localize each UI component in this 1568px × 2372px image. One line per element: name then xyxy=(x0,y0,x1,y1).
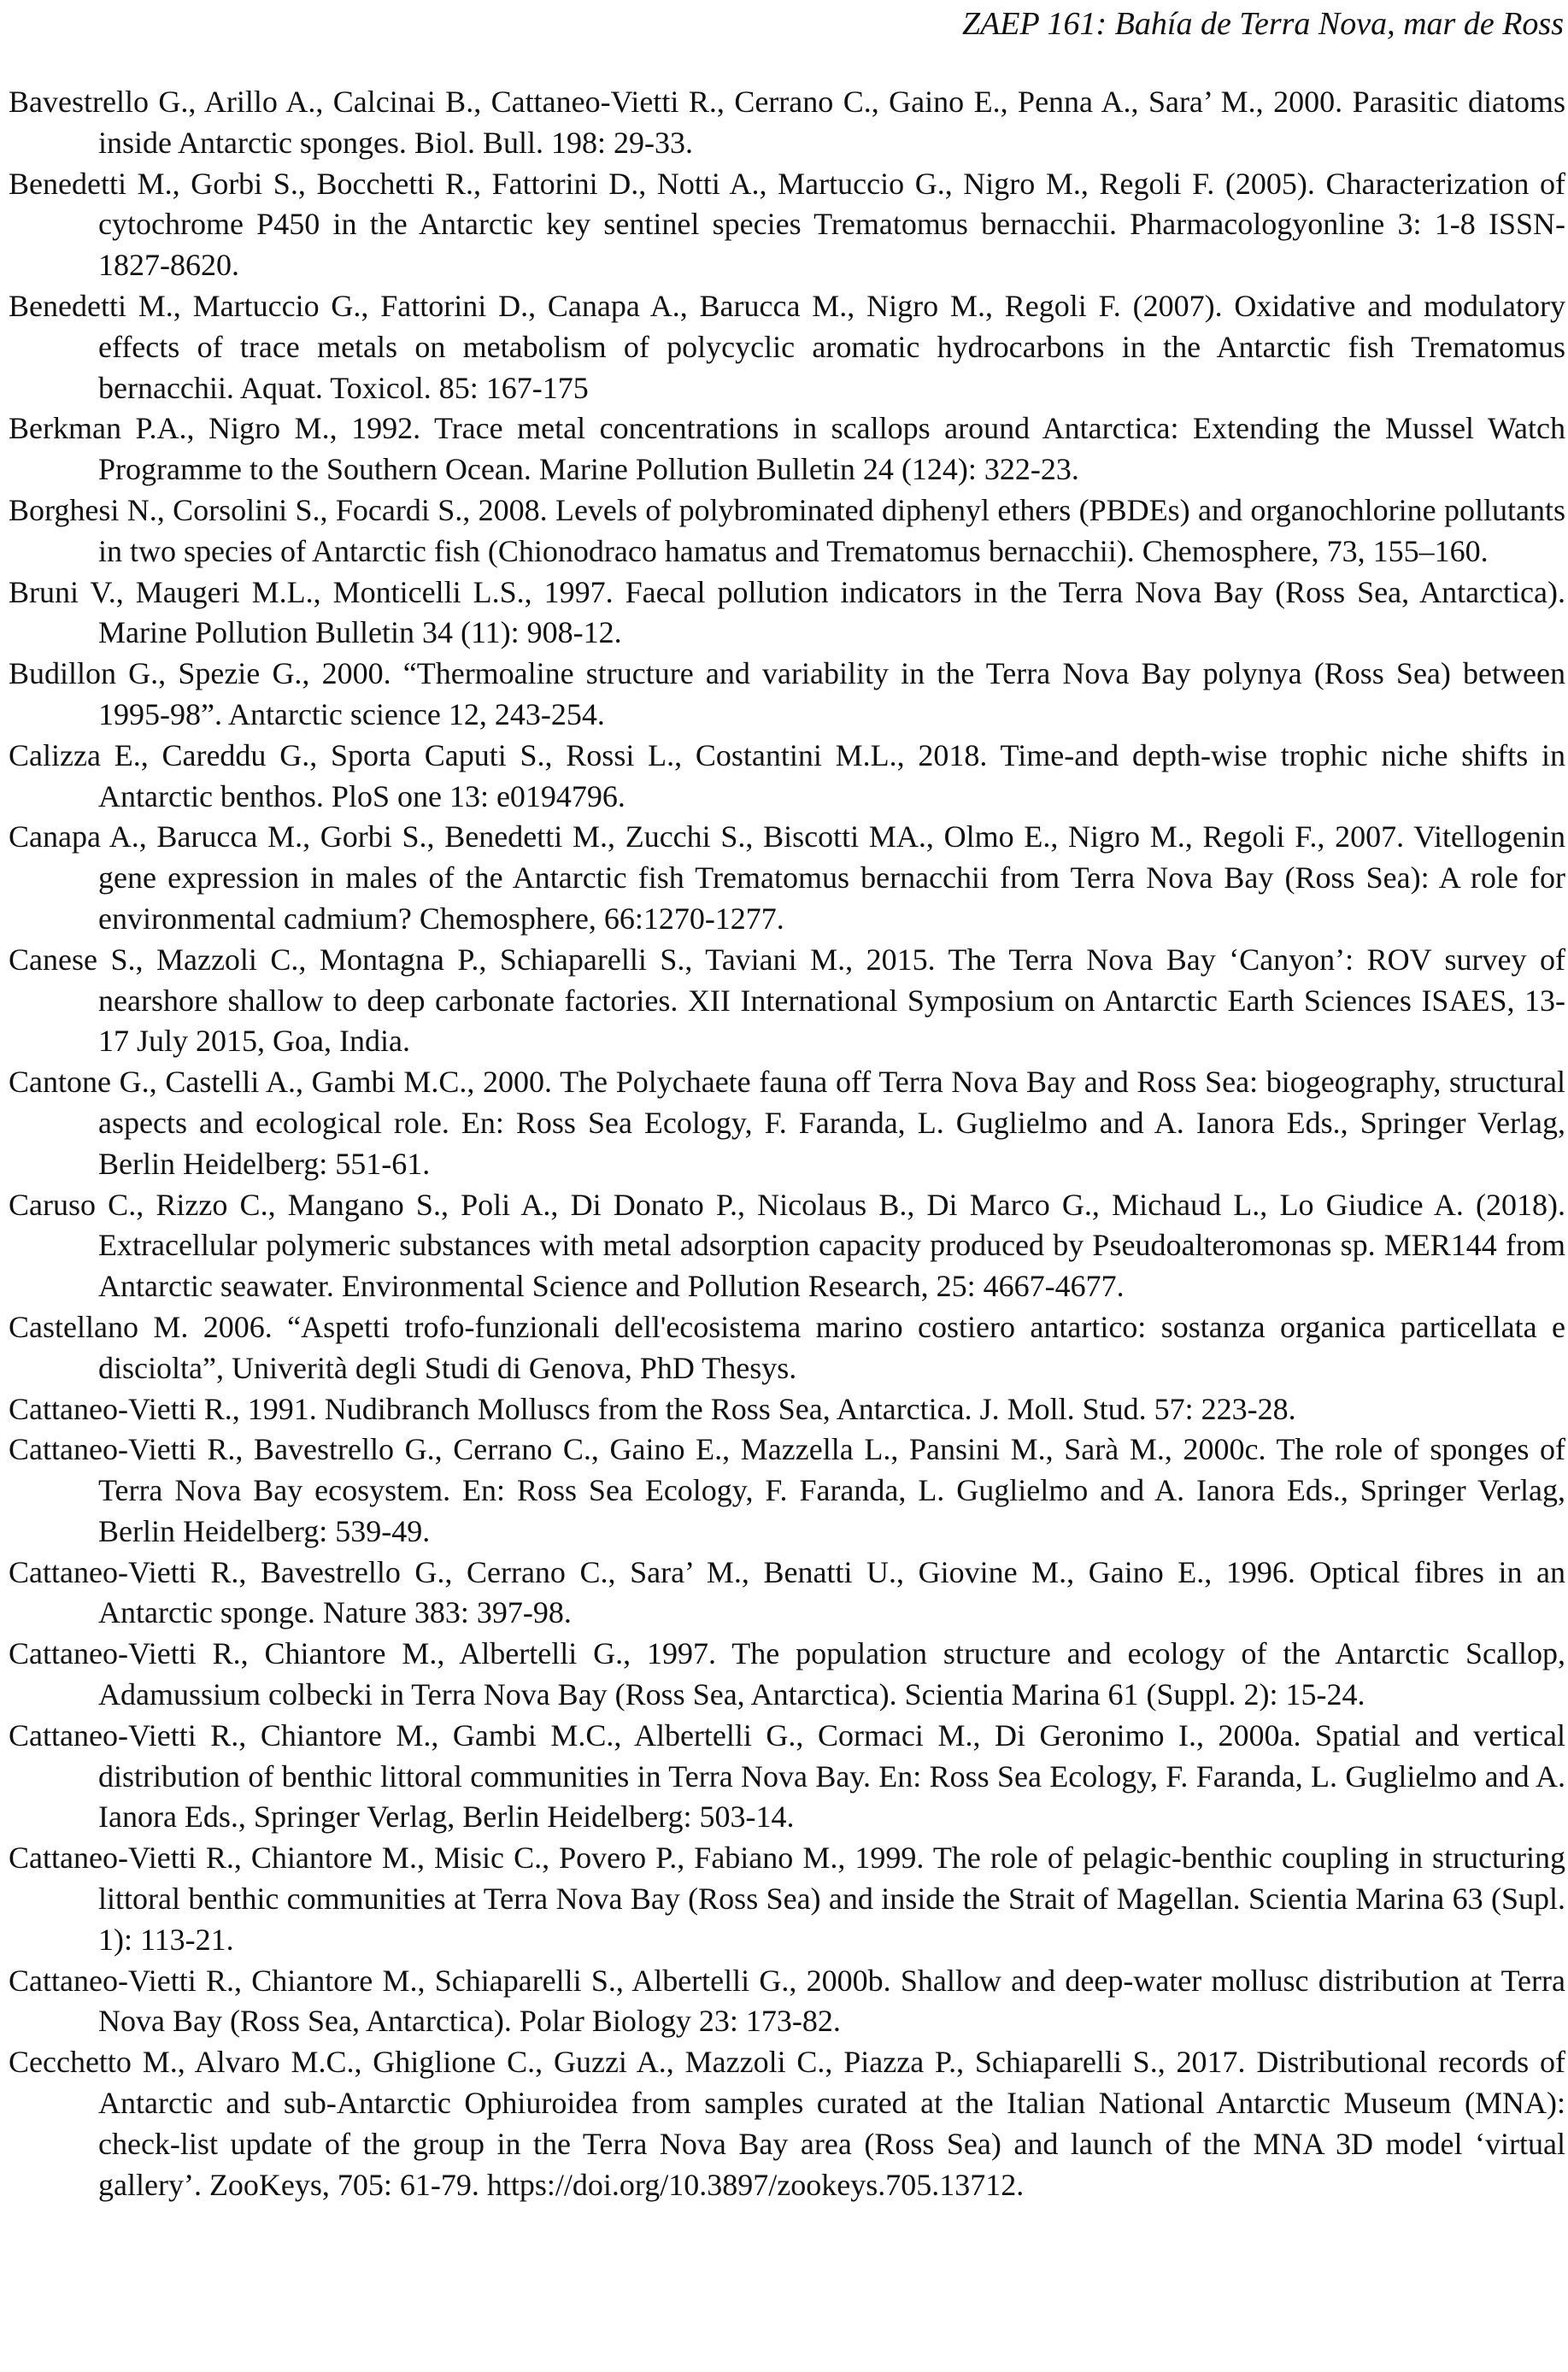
reference-entry: Budillon G., Spezie G., 2000. “Thermoaline structure and variability in the Terra Nova Bay polynya (Ross Sea) between 1995-98”. Antarctic science 12, 243-254. xyxy=(9,656,1565,731)
reference-entry: Castellano M. 2006. “Aspetti trofo-funzionali dell'ecosistema marino costiero antartico: sostanza organica particellata e disciolta”, Univerità degli Studi di Genova, PhD Thesys. xyxy=(9,1309,1565,1385)
reference-entry: Cantone G., Castelli A., Gambi M.C., 2000. The Polychaete fauna off Terra Nova Bay and Ross Sea: biogeography, structural aspects and ecological role. En: Ross Sea Ecology, F. Faranda, L. Guglielmo and A. Ianora Eds., Springer Verlag, Berlin Heidelberg: 551-61. xyxy=(9,1065,1565,1181)
reference-entry: Cattaneo-Vietti R., Chiantore M., Gambi M.C., Albertelli G., Cormaci M., Di Geronimo I., 2000a. Spatial and vertical distribution of benthic littoral communities in Terra Nova Bay. En: Ross Sea Ecology, F. Faranda, L. Guglielmo and A. Ianora Eds., Springer Verlag, Berlin Heidelberg: 503-14. xyxy=(9,1717,1565,1835)
reference-entry: Cattaneo-Vietti R., Bavestrello G., Cerrano C., Gaino E., Mazzella L., Pansini M., Sarà M., 2000c. The role of sponges of Terra Nova Bay ecosystem. En: Ross Sea Ecology, F. Faranda, L. Guglielmo and A. Ianora Eds., Springer Verlag, Berlin Heidelberg: 539-49. xyxy=(9,1432,1565,1548)
reference-entry: Calizza E., Careddu G., Sporta Caputi S., Rossi L., Costantini M.L., 2018. Time-and depth-wise trophic niche shifts in Antarctic benthos. PloS one 13: e0194796. xyxy=(9,737,1565,813)
reference-entry: Caruso C., Rizzo C., Mangano S., Poli A., Di Donato P., Nicolaus B., Di Marco G., Michaud L., Lo Giudice A. (2018). Extracellular polymeric substances with metal adsorption capacity produced by Pseudoalteromonas sp. MER144 from Antarctic seawater. Environmental Science and Pollution Research, 25: 4667-4677. xyxy=(9,1187,1565,1304)
reference-entry: Bavestrello G., Arillo A., Calcinai B., Cattaneo-Vietti R., Cerrano C., Gaino E., Penna A., Sara’ M., 2000. Parasitic diatoms inside Antarctic sponges. Biol. Bull. 198: 29-33. xyxy=(9,85,1565,160)
reference-entry: Cattaneo-Vietti R., Bavestrello G., Cerrano C., Sara’ M., Benatti U., Giovine M., Gaino E., 1996. Optical fibres in an Antarctic sponge. Nature 383: 397-98. xyxy=(9,1554,1565,1630)
reference-entry: Benedetti M., Gorbi S., Bocchetti R., Fattorini D., Notti A., Martuccio G., Nigro M., Regoli F. (2005). Characterization of cytochrome P450 in the Antarctic key sentinel species Trematomus bernacchii. Pharmacologyonline 3: 1-8 ISSN-1827-8620. xyxy=(9,166,1565,283)
reference-entry: Berkman P.A., Nigro M., 1992. Trace metal concentrations in scallops around Antarctica: Extending the Mussel Watch Programme to the Southern Ocean. Marine Pollution Bulletin 24 (124): 322-23. xyxy=(9,411,1565,487)
reference-entry: Cattaneo-Vietti R., Chiantore M., Albertelli G., 1997. The population structure and ecology of the Antarctic Scallop, Adamussium colbecki in Terra Nova Bay (Ross Sea, Antarctica). Scientia Marina 61 (Suppl. 2): 15-24. xyxy=(9,1636,1565,1712)
reference-entry: Benedetti M., Martuccio G., Fattorini D., Canapa A., Barucca M., Nigro M., Regoli F. (2007). Oxidative and modulatory effects of trace metals on metabolism of polycyclic aromatic hydrocarbons in the Antarctic fish Trematomus bernacchii. Aquat. Toxicol. 85: 167-175 xyxy=(9,288,1565,405)
reference-entry: Bruni V., Maugeri M.L., Monticelli L.S., 1997. Faecal pollution indicators in the Terra Nova Bay (Ross Sea, Antarctica). Marine Pollution Bulletin 34 (11): 908-12. xyxy=(9,574,1565,650)
reference-entry: Canese S., Mazzoli C., Montagna P., Schiaparelli S., Taviani M., 2015. The Terra Nova Bay ‘Canyon’: ROV survey of nearshore shallow to deep carbonate factories. XII International Symposium on Antarctic Earth Sciences ISAES, 13-17 July 2015, Goa, India. xyxy=(9,942,1565,1059)
reference-entry: Cecchetto M., Alvaro M.C., Ghiglione C., Guzzi A., Mazzoli C., Piazza P., Schiaparelli S., 2017. Distributional records of Antarctic and sub-Antarctic Ophiuroidea from samples curated at the Italian National Antarctic Museum (MNA): check-list update of the group in the Terra Nova Bay area (Ross Sea) and launch of the MNA 3D model ‘virtual gallery’. ZooKeys, 705: 61-79. https://doi.org/10.3897/zookeys.705.13712. xyxy=(9,2045,1565,2202)
reference-entry: Cattaneo-Vietti R., 1991. Nudibranch Molluscs from the Ross Sea, Antarctica. J. Moll. Stud. 57: 223-28. xyxy=(9,1391,1296,1426)
reference-entry: Cattaneo-Vietti R., Chiantore M., Misic C., Povero P., Fabiano M., 1999. The role of pelagic-benthic coupling in structuring littoral benthic communities at Terra Nova Bay (Ross Sea) and inside the Strait of Magellan. Scientia Marina 63 (Supl. 1): 113-21. xyxy=(9,1841,1565,1957)
reference-entry: Borghesi N., Corsolini S., Focardi S., 2008. Levels of polybrominated diphenyl ethers (PBDEs) and organochlorine pollutants in two species of Antarctic fish (Chionodraco hamatus and Trematomus bernacchii). Chemosphere, 73, 155–160. xyxy=(9,492,1565,568)
reference-entry: Cattaneo-Vietti R., Chiantore M., Schiaparelli S., Albertelli G., 2000b. Shallow and deep-water mollusc distribution at Terra Nova Bay (Ross Sea, Antarctica). Polar Biology 23: 173-82. xyxy=(9,1963,1565,2039)
reference-list xyxy=(9,82,1565,2205)
reference-entry: Canapa A., Barucca M., Gorbi S., Benedetti M., Zucchi S., Biscotti MA., Olmo E., Nigro M., Regoli F., 2007. Vitellogenin gene expression in males of the Antarctic fish Trematomus bernacchii from Terra Nova Bay (Ross Sea): A role for environmental cadmium? Chemosphere, 66:1270-1277. xyxy=(9,819,1565,936)
running-header: ZAEP 161: Bahía de Terra Nova, mar de Ross xyxy=(961,6,1564,42)
